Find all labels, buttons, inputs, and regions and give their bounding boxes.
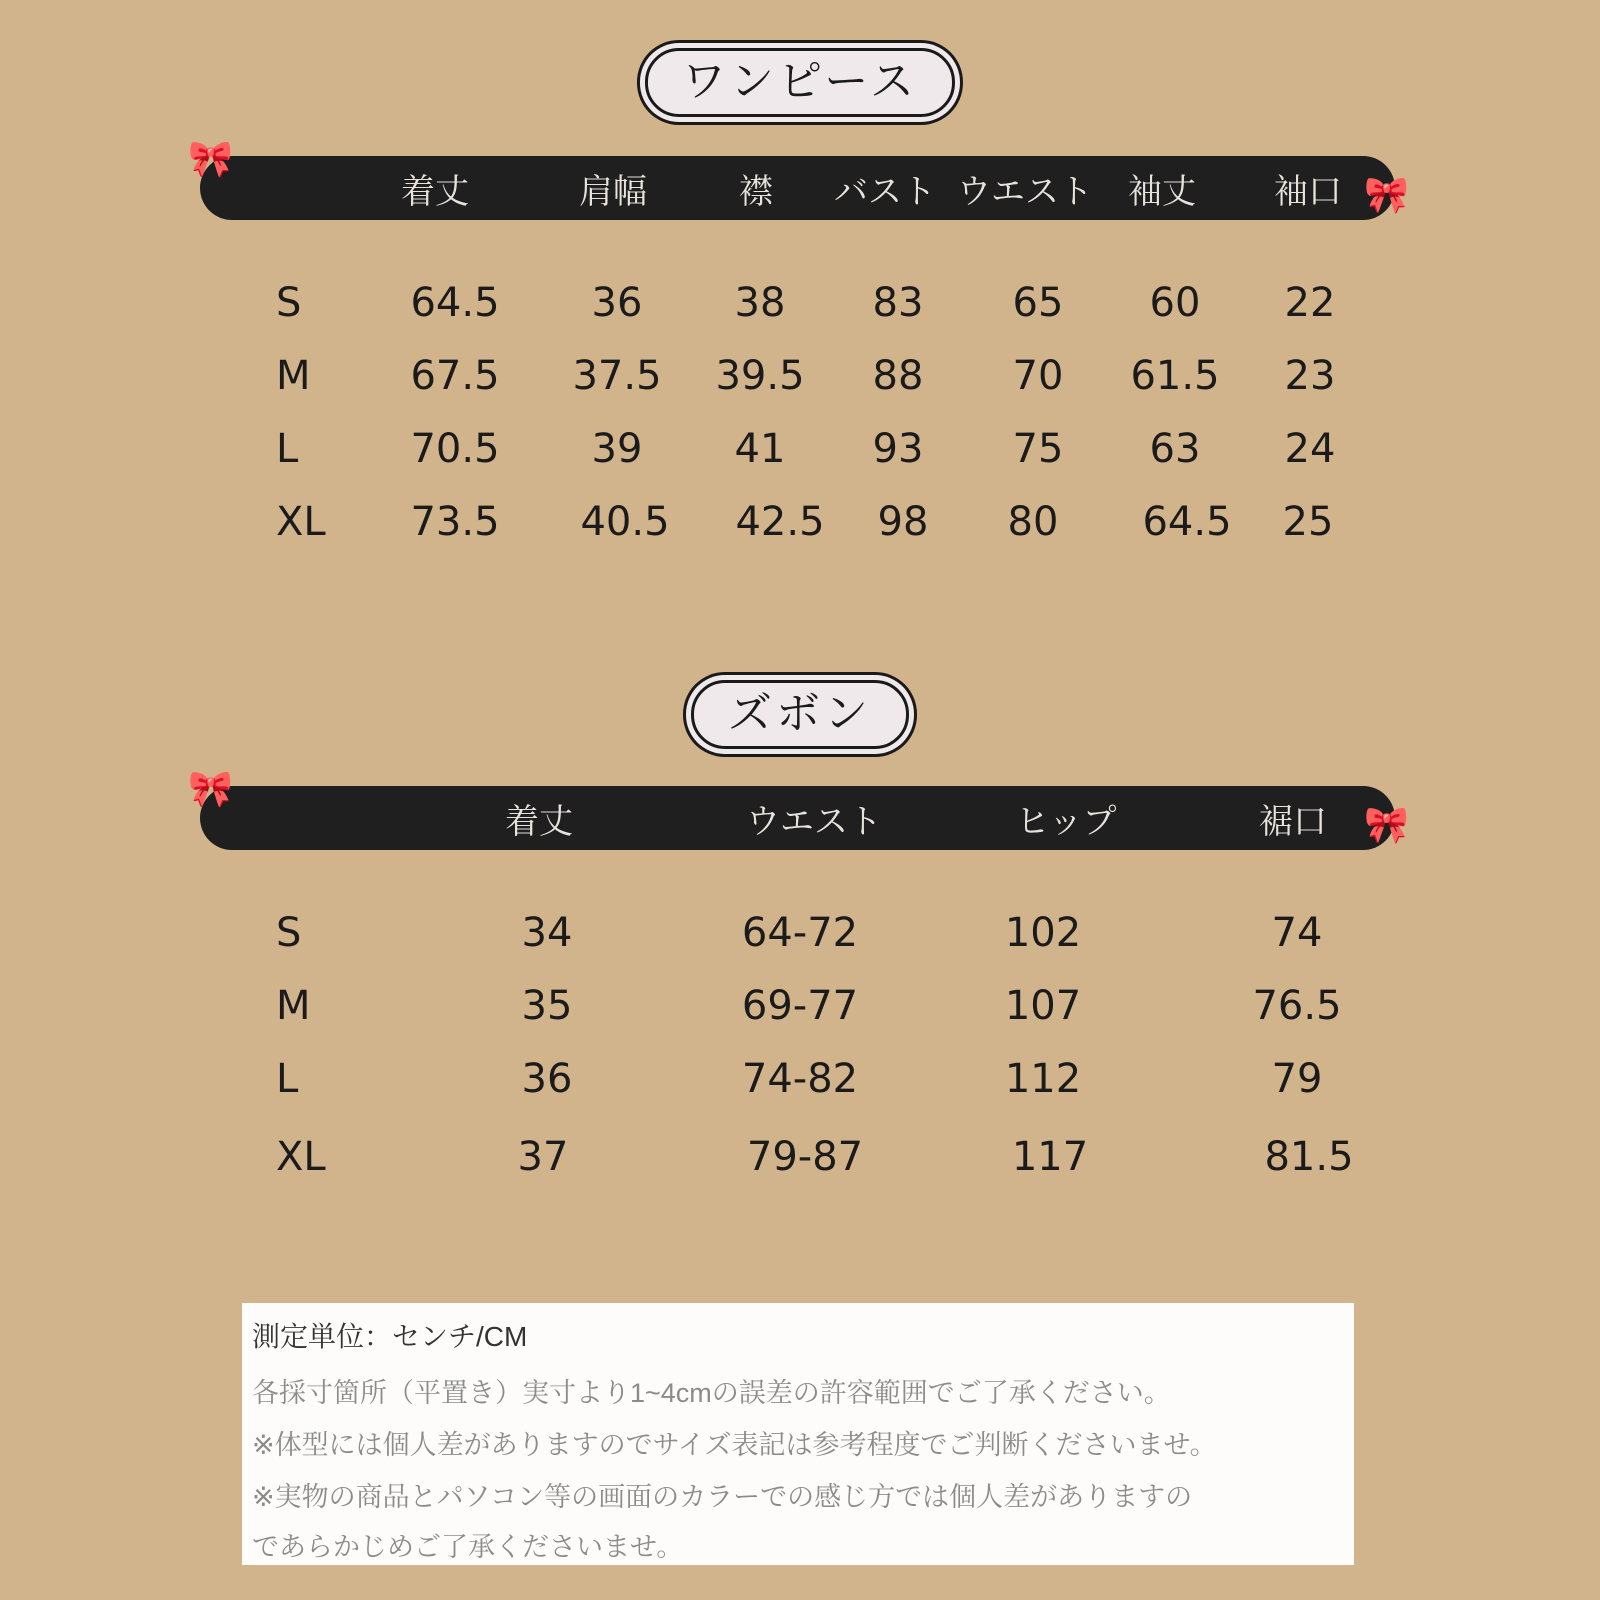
dress-section-title: ワンピース bbox=[645, 48, 955, 117]
pants-col-header-hip: ヒップ bbox=[1015, 802, 1117, 842]
table-cell: 25 bbox=[1282, 499, 1334, 545]
table-cell: 83 bbox=[872, 280, 924, 326]
size-label: XL bbox=[276, 499, 326, 545]
table-cell: 98 bbox=[877, 499, 929, 545]
size-label: S bbox=[276, 280, 302, 326]
pants-header-bar bbox=[188, 769, 1409, 850]
bow-icon: 🎀 bbox=[1364, 175, 1409, 216]
table-cell: 107 bbox=[1004, 983, 1082, 1029]
note-line: であらかじめご了承くださいませ。 bbox=[252, 1532, 684, 1562]
dress-col-header-shoulder: 肩幅 bbox=[579, 172, 647, 212]
table-cell: 36 bbox=[591, 280, 643, 326]
table-cell: 117 bbox=[1011, 1134, 1089, 1180]
table-cell: 60 bbox=[1149, 280, 1201, 326]
table-cell: 73.5 bbox=[410, 499, 500, 545]
pants-col-header-hem: 裾口 bbox=[1259, 802, 1327, 842]
table-cell: 35 bbox=[521, 983, 573, 1029]
dress-col-header-length: 着丈 bbox=[401, 172, 469, 212]
table-cell: 81.5 bbox=[1264, 1134, 1354, 1180]
table-cell: 79 bbox=[1271, 1056, 1323, 1102]
table-cell: 69-77 bbox=[741, 983, 859, 1029]
size-label: L bbox=[276, 426, 299, 472]
size-label: XL bbox=[276, 1134, 326, 1180]
table-cell: 36 bbox=[521, 1056, 573, 1102]
table-cell: 70 bbox=[1012, 353, 1064, 399]
measurement-unit-text: 測定単位：センチ/CM bbox=[252, 1321, 528, 1352]
table-cell: 74 bbox=[1271, 910, 1323, 956]
table-cell: 22 bbox=[1284, 280, 1336, 326]
table-cell: 37.5 bbox=[572, 353, 662, 399]
table-cell: 41 bbox=[734, 426, 786, 472]
note-line: ※体型には個人差がありますのでサイズ表記は参考程度でご判断くださいませ。 bbox=[252, 1430, 1217, 1460]
table-cell: 64.5 bbox=[1142, 499, 1232, 545]
note-line: ※実物の商品とパソコン等の画面のカラーでの感じ方では個人差がありますの bbox=[252, 1482, 1193, 1512]
table-cell: 40.5 bbox=[580, 499, 670, 545]
table-cell: 65 bbox=[1012, 280, 1064, 326]
bow-icon: 🎀 bbox=[188, 769, 233, 810]
table-cell: 74-82 bbox=[741, 1056, 859, 1102]
table-cell: 38 bbox=[734, 280, 786, 326]
dress-col-header-sleeve-length: 袖丈 bbox=[1128, 172, 1196, 212]
table-cell: 79-87 bbox=[746, 1134, 864, 1180]
table-cell: 37 bbox=[517, 1134, 569, 1180]
bow-icon: 🎀 bbox=[1364, 805, 1409, 846]
table-cell: 80 bbox=[1007, 499, 1059, 545]
table-cell: 34 bbox=[521, 910, 573, 956]
pants-section-title: ズボン bbox=[691, 680, 909, 749]
table-cell: 23 bbox=[1284, 353, 1336, 399]
table-cell: 70.5 bbox=[410, 426, 500, 472]
table-cell: 88 bbox=[872, 353, 924, 399]
table-cell: 64-72 bbox=[741, 910, 859, 956]
dress-col-header-waist: ウエスト bbox=[957, 172, 1093, 212]
table-cell: 93 bbox=[872, 426, 924, 472]
dress-header-bar bbox=[188, 139, 1409, 220]
size-label: M bbox=[276, 983, 311, 1029]
size-label: L bbox=[276, 1056, 299, 1102]
table-cell: 39.5 bbox=[715, 353, 805, 399]
dress-col-header-bust: バスト bbox=[834, 172, 936, 212]
table-cell: 112 bbox=[1004, 1056, 1082, 1102]
table-cell: 42.5 bbox=[735, 499, 825, 545]
table-cell: 102 bbox=[1004, 910, 1082, 956]
table-cell: 24 bbox=[1284, 426, 1336, 472]
pants-col-header-waist: ウエスト bbox=[746, 802, 882, 842]
table-cell: 63 bbox=[1149, 426, 1201, 472]
table-cell: 75 bbox=[1012, 426, 1064, 472]
dress-col-header-collar: 襟 bbox=[739, 172, 773, 212]
notes-box bbox=[242, 1303, 1354, 1565]
table-cell: 67.5 bbox=[410, 353, 500, 399]
dress-col-header-cuff: 袖口 bbox=[1274, 172, 1342, 212]
table-cell: 64.5 bbox=[410, 280, 500, 326]
table-cell: 76.5 bbox=[1252, 983, 1342, 1029]
size-label: M bbox=[276, 353, 311, 399]
table-cell: 39 bbox=[591, 426, 643, 472]
table-cell: 61.5 bbox=[1130, 353, 1220, 399]
bow-icon: 🎀 bbox=[188, 139, 233, 180]
note-line: 各採寸箇所（平置き）実寸より1~4cmの誤差の許容範囲でご了承ください。 bbox=[252, 1378, 1171, 1408]
pants-col-header-length: 着丈 bbox=[505, 802, 573, 842]
size-label: S bbox=[276, 910, 302, 956]
